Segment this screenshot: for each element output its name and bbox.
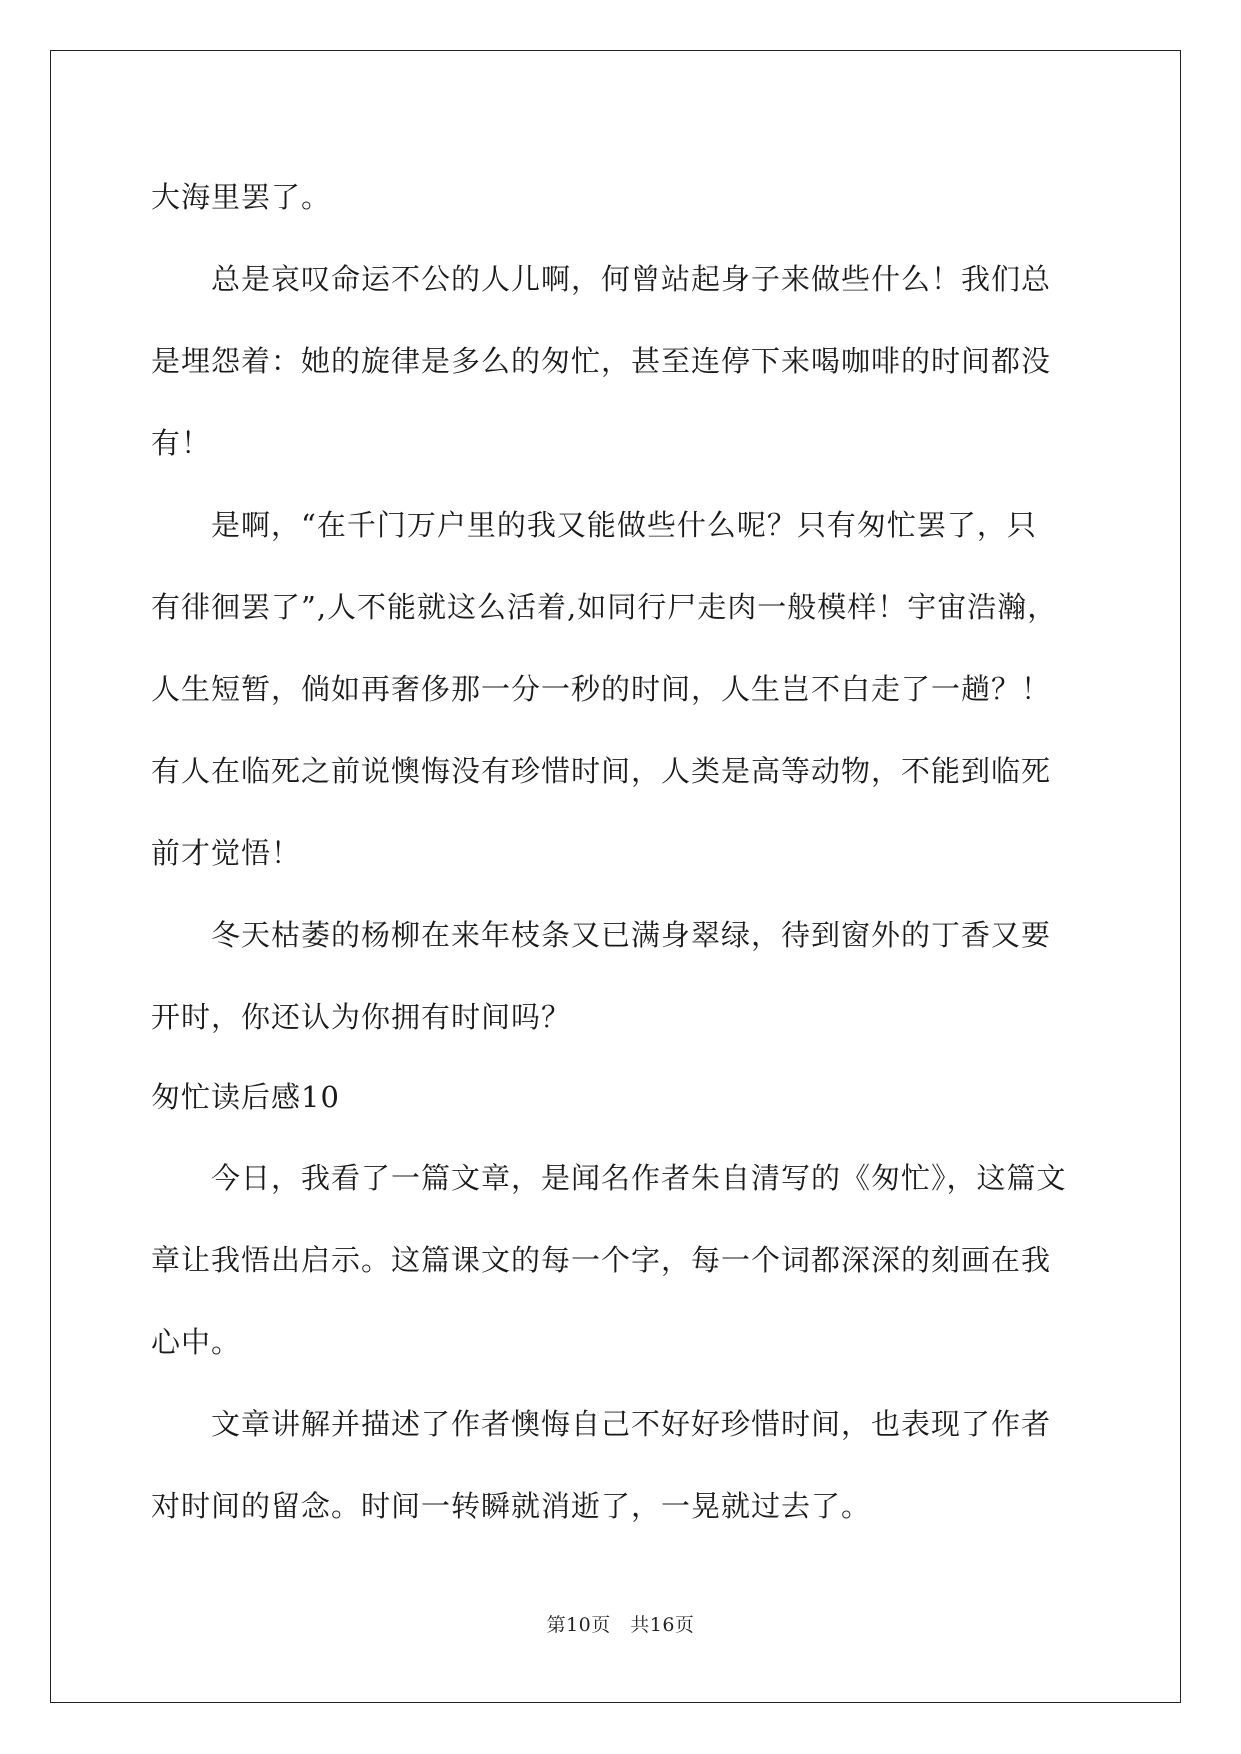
text-line: 章让我悟出启示。这篇课文的每一个字，每一个词都深深的刻画在我 xyxy=(151,1243,1052,1277)
text-line: 心中。 xyxy=(151,1325,242,1359)
text-line: 总是哀叹命运不公的人儿啊，何曾站起身子来做些什么！我们总 xyxy=(151,262,1052,296)
text-line: 今日，我看了一篇文章，是闻名作者朱自清写的《匆忙》，这篇文 xyxy=(151,1161,1067,1195)
page-number-footer: 第10页 共16页 xyxy=(546,1614,695,1636)
section-heading: 匆忙读后感10 xyxy=(151,1080,340,1114)
text-line: 冬天枯萎的杨柳在来年枝条又已满身翠绿，待到窗外的丁香又要 xyxy=(151,918,1052,952)
text-line: 人生短暂，倘如再奢侈那一分一秒的时间，人生岂不白走了一趟？！ xyxy=(151,672,1052,706)
text-line: 有！ xyxy=(151,426,212,460)
text-line: 前才觉悟！ xyxy=(151,836,302,870)
text-line: 是啊，“在千门万户里的我又能做些什么呢？只有匆忙罢了，只 xyxy=(151,508,1037,542)
document-body xyxy=(151,156,1091,1547)
text-line: 对时间的留念。时间一转瞬就消逝了，一晃就过去了。 xyxy=(151,1489,872,1523)
text-line: 是埋怨着：她的旋律是多么的匆忙，甚至连停下来喝咖啡的时间都没 xyxy=(151,344,1052,378)
text-line: 大海里罢了。 xyxy=(151,180,332,214)
text-line: 文章讲解并描述了作者懊悔自己不好好珍惜时间，也表现了作者 xyxy=(151,1407,1052,1441)
text-line: 开时，你还认为你拥有时间吗？ xyxy=(151,1000,572,1034)
text-line: 有徘徊罢了”,人不能就这么活着,如同行尸走肉一般模样！宇宙浩瀚， xyxy=(151,590,1058,624)
text-line: 有人在临死之前说懊悔没有珍惜时间，人类是高等动物，不能到临死 xyxy=(151,754,1052,788)
